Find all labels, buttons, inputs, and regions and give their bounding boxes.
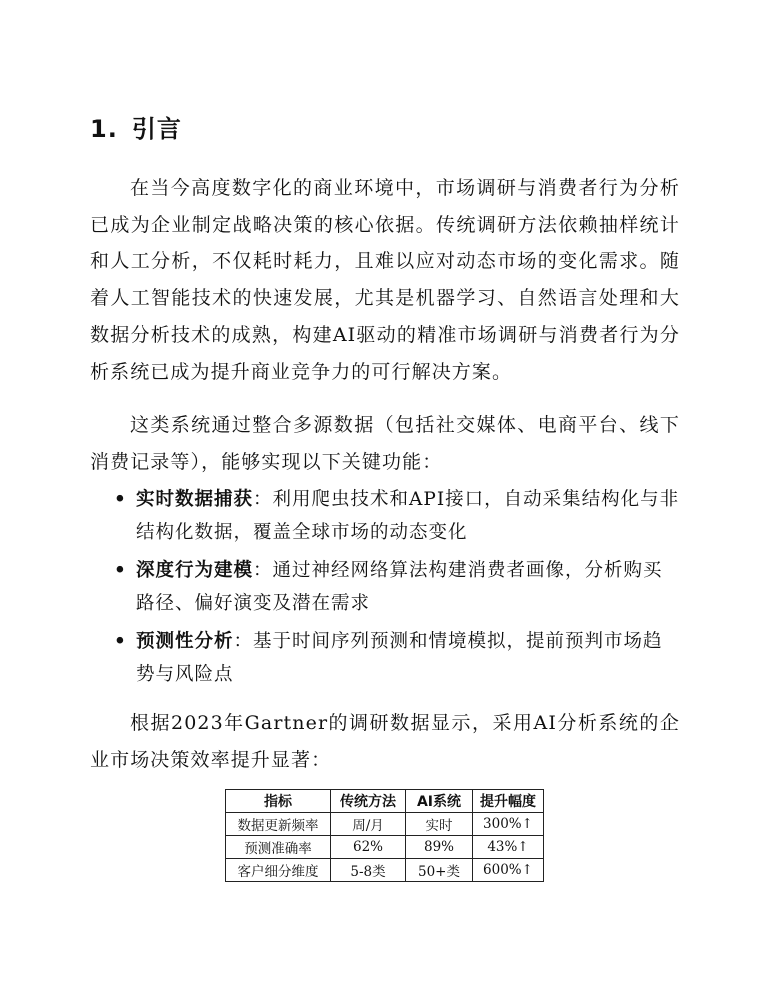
table-cell: 600%↑ (473, 859, 544, 882)
bullet-icon: • (114, 631, 127, 652)
table-row (226, 813, 544, 836)
table-cell: 5-8类 (331, 859, 406, 882)
table-cell: 62% (331, 836, 406, 859)
section-title: 引言 (131, 115, 182, 143)
feature-description: ：通过神经网络算法构建消费者画像，分析购买路径、偏好演变及潜在需求 (136, 560, 663, 614)
column-header: 指标 (226, 790, 331, 813)
table-cell: 50+类 (406, 859, 473, 882)
bullet-icon: • (114, 560, 127, 581)
table-row (226, 859, 544, 882)
section-heading (90, 113, 182, 145)
table-cell: 89% (406, 836, 473, 859)
table-cell: 数据更新频率 (226, 813, 331, 836)
table-cell: 43%↑ (473, 836, 544, 859)
feature-description: ：利用爬虫技术和API接口，自动采集结构化与非结构化数据，覆盖全球市场的动态变化 (136, 489, 680, 543)
list-item (90, 483, 680, 549)
table-cell: 客户细分维度 (226, 859, 331, 882)
list-item (90, 554, 680, 620)
feature-description: ：基于时间序列预测和情境模拟，提前预判市场趋势与风险点 (136, 631, 663, 685)
column-header: AI系统 (406, 790, 473, 813)
comparison-table (225, 789, 544, 882)
table-row (226, 836, 544, 859)
feature-term: 深度行为建模 (136, 560, 254, 581)
features-intro-paragraph: 这类系统通过整合多源数据（包括社交媒体、电商平台、线下消费记录等），能够实现以下关键功能： (90, 414, 680, 473)
list-item (90, 625, 680, 691)
gartner-paragraph: 根据2023年Gartner的调研数据显示，采用AI分析系统的企业市场决策效率提升显著： (90, 712, 680, 771)
table-cell: 实时 (406, 813, 473, 836)
bullet-icon: • (114, 489, 127, 510)
column-header: 传统方法 (331, 790, 406, 813)
section-number: 1. (90, 115, 118, 143)
table-header-row (226, 790, 544, 813)
table-cell: 周/月 (331, 813, 406, 836)
feature-term: 预测性分析 (136, 631, 234, 652)
feature-term: 实时数据捕获 (136, 489, 254, 510)
feature-list (90, 483, 680, 696)
table-cell: 预测准确率 (226, 836, 331, 859)
table-cell: 300%↑ (473, 813, 544, 836)
intro-paragraph: 在当今高度数字化的商业环境中，市场调研与消费者行为分析已成为企业制定战略决策的核心依据。传统调研方法依赖抽样统计和人工分析，不仅耗时耗力，且难以应对动态市场的变化需求。随着人工智能技术的快速发展，尤其是机器学习、自然语言处理和大数据分析技术的成熟，构建AI驱动的精准市场调研与消费者行为分析系统已成为提升商业竞争力的可行解决方案。 (90, 177, 680, 383)
column-header: 提升幅度 (473, 790, 544, 813)
